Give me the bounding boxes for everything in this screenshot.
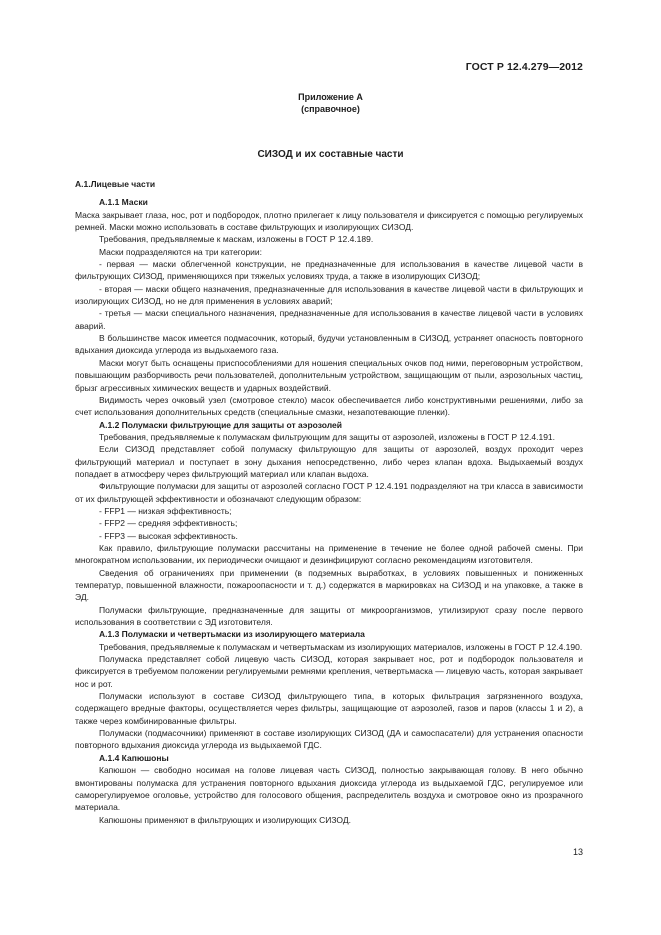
paragraph: Маски подразделяются на три категории:: [99, 246, 263, 257]
page-number: 13: [572, 847, 583, 857]
list-item: - первая — маски облегченной конструкции, не предназначенные для использования в качестве лицевой части в фильтрующих СИЗОД, применяющихся при тяжелых условиях труда, а также в изолирующих СИЗОД;: [75, 259, 583, 282]
paragraph: Полумаски фильтрующие, предназначенные для защиты от микроорганизмов, утилизируют сразу после первого использования в соответствии с ЭД изготовителя.: [75, 604, 583, 628]
paragraph: В большинстве масок имеется подмасочник, который, будучи установленным в СИЗОД, устраняет опасность повторного вдыхания диоксида углерода из выдыхаемого газа.: [75, 333, 583, 356]
paragraph: Сведения об ограничениях при применении (в подземных выработках, в условиях повышенных и пониженных температур, повышенной влажности, пожароопасности и т. д.) содержатся в маркировках на СИЗОД и на упаковке, а также в ЭД.: [75, 567, 583, 603]
paragraph: Требования, предъявляемые к маскам, изложены в ГОСТ Р 12.4.189.: [99, 234, 374, 245]
heading-a14: А.1.4 Капюшоны: [99, 752, 169, 763]
paragraph: Полумаски (подмасочники) применяют в составе изолирующих СИЗОД (ДА и самоспасатели) для устранения опасности повторного вдыхания диоксида углерода из выдыхаемой ГДС.: [75, 728, 583, 751]
paragraph: Капюшон — свободно носимая на голове лицевая часть СИЗОД, полностью закрывающая голову. В него обычно вмонтированы полумаска для устранения повторного вдыхания диоксида углерода из выдыхаемой ГДС, регулируемое или саморегулируемое оголовье, устройство для голосового общения, распределитель воздуха и смотровое окно из прозрачного материала.: [75, 765, 583, 813]
list-item: - FFP2 — средняя эффективность;: [99, 518, 238, 529]
paragraph: Требования, предъявляемые к полумаскам и четвертьмаскам из изолирующих материалов, изложены в ГОСТ Р 12.4.190.: [99, 641, 583, 652]
paragraph: Видимость через очковый узел (смотровое стекло) масок обеспечивается либо конструктивными решениями, либо за счет использования дополнительных средств (специальные смазки, незапотевающие пленки).: [75, 394, 583, 418]
paragraph: Полумаски используют в составе СИЗОД фильтрующего типа, в которых фильтрация загрязненного воздуха, содержащего вредные факторы, осуществляется через фильтры, защищающие от аэрозолей, газов и паров (классы 1 и 2), а также через комбинированные фильтры.: [75, 691, 583, 726]
list-item: - третья — маски специального назначения, предназначенные для использования в качестве лицевой части в условиях аварий.: [75, 308, 583, 331]
paragraph: Маски могут быть оснащены приспособлениями для ношения специальных очков под ними, переговорным устройством, повышающим разборчивость речи пользователей, дополнительным устройством, защищающим от пыли, аэрозольных частиц, брызг агрессивных химических веществ и ударных воздействий.: [75, 357, 583, 393]
heading-a11: А.1.1 Маски: [99, 197, 148, 208]
paragraph: Полумаска представляет собой лицевую часть СИЗОД, которая закрывает нос, рот и подбородок пользователя и фиксируется в требуемом положении регулируемыми ремнями крепления, четвертьмаска — лицевую часть, которая закрывает нос и рот.: [75, 654, 583, 689]
paragraph: Капюшоны применяют в фильтрующих и изолирующих СИЗОД.: [99, 814, 351, 825]
paragraph: Как правило, фильтрующие полумаски рассчитаны на применение в течение не более одной рабочей смены. При многократном использовании, их периодически очищают и дезинфицируют согласно рекомендациям изготовителя.: [75, 542, 583, 566]
paragraph: Фильтрующие полумаски для защиты от аэрозолей согласно ГОСТ Р 12.4.191 подразделяют на три класса в зависимости от их фильтрующей эффективности и обозначают следующим образом:: [75, 481, 583, 504]
section-title: СИЗОД и их составные части: [257, 149, 404, 160]
paragraph: Маска закрывает глаза, нос, рот и подбородок, плотно прилегает к лицу пользователя и фиксируется с помощью регулируемых ремней. Маски можно использовать в составе фильтрующих и изолирующих СИЗОД.: [75, 209, 583, 233]
document-code: ГОСТ Р 12.4.279—2012: [465, 61, 583, 73]
list-item: - FFP1 — низкая эффективность;: [99, 505, 232, 516]
heading-a1: А.1.Лицевые части: [75, 179, 156, 189]
paragraph: Требования, предъявляемые к полумаскам фильтрующим для защиты от аэрозолей, изложены в ГОСТ Р 12.4.191.: [99, 431, 556, 442]
heading-a12: А.1.2 Полумаски фильтрующие для защиты от аэрозолей: [99, 419, 342, 430]
paragraph: Если СИЗОД представляет собой полумаску фильтрующую для защиты от аэрозолей, воздух проходит через фильтрующий материал и поступает в зону дыхания непосредственно, либо через клапан вдоха. Выдыхаемый воздух попадает в атмосферу через фильтрующий материал или клапан выдоха.: [75, 444, 583, 479]
document-body: [75, 178, 583, 826]
appendix-type: (справочное): [301, 104, 360, 114]
list-item: - FFP3 — высокая эффективность.: [99, 530, 238, 541]
heading-a13: А.1.3 Полумаски и четвертьмаски из изолирующего материала: [99, 629, 365, 640]
list-item: - вторая — маски общего назначения, предназначенные для использования в качестве лицевой части в фильтрующих и изолирующих СИЗОД, но не для применения в условиях аварий;: [75, 283, 583, 307]
appendix-label: Приложение А: [298, 92, 363, 102]
